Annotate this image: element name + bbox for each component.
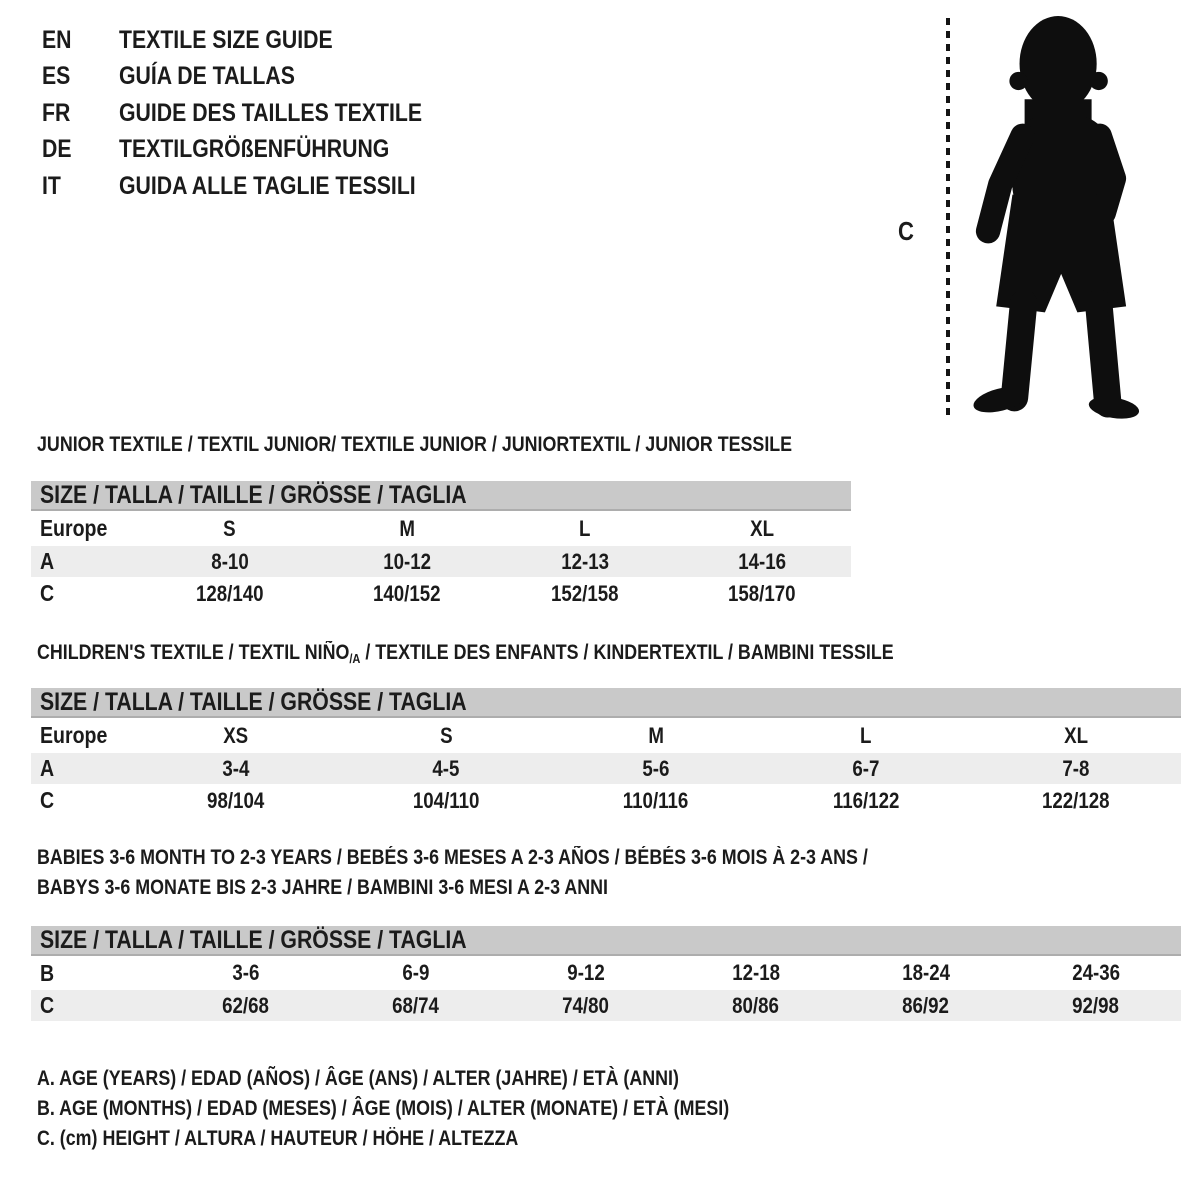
measurement-legend — [37, 1064, 851, 1154]
table-cell: 110/116 — [623, 787, 689, 813]
toddler-silhouette-icon — [958, 14, 1144, 420]
row-label: C — [40, 787, 55, 813]
junior-size-table — [31, 481, 851, 610]
table-cell: 4-5 — [432, 755, 460, 781]
table-cell: S — [439, 722, 453, 748]
table-cell: 5-6 — [642, 755, 670, 781]
size-header-bar: SIZE / TALLA / TAILLE / GRÖSSE / TAGLIA — [31, 688, 1181, 718]
table-cell: 86/92 — [902, 992, 950, 1018]
table-row — [31, 753, 1181, 784]
height-measure-dashed-line — [946, 18, 950, 418]
lang-label: GUIDA ALLE TAGLIE TESSILI — [119, 171, 416, 200]
table-cell: 3-6 — [232, 960, 260, 985]
row-label: C — [40, 992, 55, 1018]
lang-row — [42, 168, 476, 205]
measure-label-c: C — [898, 216, 914, 246]
lang-label: GUÍA DE TALLAS — [119, 62, 295, 91]
table-cell: 122/128 — [1042, 787, 1110, 813]
table-cell: 9-12 — [567, 960, 605, 985]
size-header-bar: SIZE / TALLA / TAILLE / GRÖSSE / TAGLIA — [31, 926, 1181, 956]
table-cell: 116/122 — [832, 787, 900, 813]
table-cell: S — [223, 515, 236, 541]
table-row — [31, 511, 851, 546]
table-cell: 12-13 — [560, 548, 609, 574]
lang-code: FR — [42, 98, 71, 127]
babies-section-title: BABIES 3-6 MONTH TO 2-3 YEARS / BEBÉS 3-6 MESES A 2-3 AÑOS / BÉBÉS 3-6 MOIS À 2-3 ANS / BABYS 3-6 MONATE BIS 2-3 JAHRE / BAMBINI 3-6 MESI A 2-3 ANNI — [37, 846, 868, 899]
lang-row — [42, 132, 476, 169]
table-cell: 6-7 — [852, 755, 880, 781]
table-row — [31, 718, 1181, 753]
table-cell: 7-8 — [1062, 755, 1090, 781]
row-label: C — [40, 580, 55, 606]
table-cell: 12-18 — [732, 960, 780, 985]
table-cell: 6-9 — [402, 960, 430, 985]
table-cell: 14-16 — [738, 548, 787, 574]
children-section-title: CHILDREN'S TEXTILE / TEXTIL NIÑO/A / TEXTILE DES ENFANTS / KINDERTEXTIL / BAMBINI TESSILE — [37, 641, 894, 666]
lang-row — [42, 22, 476, 59]
table-row — [31, 784, 1181, 817]
table-row — [31, 577, 851, 610]
lang-label: TEXTILE SIZE GUIDE — [119, 25, 333, 54]
table-cell: 8-10 — [211, 548, 249, 574]
table-cell: 74/80 — [562, 992, 610, 1018]
table-cell: M — [648, 722, 664, 748]
table-cell: L — [579, 515, 591, 541]
lang-code: DE — [42, 135, 72, 164]
table-cell: 128/140 — [195, 580, 264, 606]
table-cell: 152/158 — [550, 580, 619, 606]
table-row — [31, 546, 851, 577]
table-cell: XL — [1064, 722, 1088, 748]
table-cell: L — [860, 722, 872, 748]
row-label: Europe — [40, 722, 108, 748]
babies-size-table — [31, 926, 1181, 1021]
table-cell: 104/110 — [412, 787, 480, 813]
lang-label: TEXTILGRÖßENFÜHRUNG — [119, 135, 390, 164]
lang-label: GUIDE DES TAILLES TEXTILE — [119, 98, 423, 127]
table-row — [31, 990, 1181, 1021]
row-label: Europe — [40, 515, 108, 541]
legend-line: C. (cm) HEIGHT / ALTURA / HAUTEUR / HÖHE / ALTEZZA — [37, 1127, 519, 1150]
row-label: A — [40, 548, 55, 574]
table-cell: 158/170 — [728, 580, 797, 606]
row-label: A — [40, 755, 55, 781]
table-cell: M — [399, 515, 416, 541]
junior-section-title: JUNIOR TEXTILE / TEXTIL JUNIOR/ TEXTILE JUNIOR / JUNIORTEXTIL / JUNIOR TESSILE — [37, 433, 793, 456]
table-cell: 10-12 — [383, 548, 432, 574]
table-cell: 18-24 — [902, 960, 950, 985]
table-cell: 3-4 — [222, 755, 250, 781]
legend-line: B. AGE (MONTHS) / EDAD (MESES) / ÂGE (MOIS) / ALTER (MONATE) / ETÀ (MESI) — [37, 1097, 730, 1120]
lang-row — [42, 59, 476, 96]
nino-a-subscript: /A — [349, 651, 361, 666]
lang-code: EN — [42, 25, 72, 54]
table-cell: XS — [223, 722, 249, 748]
table-cell: 98/104 — [207, 787, 265, 813]
children-size-table — [31, 688, 1181, 817]
table-cell: 80/86 — [732, 992, 780, 1018]
legend-line: A. AGE (YEARS) / EDAD (AÑOS) / ÂGE (ANS) / ALTER (JAHRE) / ETÀ (ANNI) — [37, 1067, 679, 1090]
size-header-bar: SIZE / TALLA / TAILLE / GRÖSSE / TAGLIA — [31, 481, 851, 511]
lang-code: IT — [42, 171, 61, 200]
table-cell: 92/98 — [1072, 992, 1120, 1018]
lang-code: ES — [42, 62, 71, 91]
table-cell: 140/152 — [373, 580, 442, 606]
table-cell: 62/68 — [222, 992, 270, 1018]
lang-row — [42, 95, 476, 132]
row-label: B — [40, 959, 55, 986]
language-list — [42, 22, 476, 205]
table-cell: XL — [750, 515, 775, 541]
table-cell: 24-36 — [1072, 960, 1120, 985]
table-row — [31, 956, 1181, 990]
table-cell: 68/74 — [392, 992, 440, 1018]
